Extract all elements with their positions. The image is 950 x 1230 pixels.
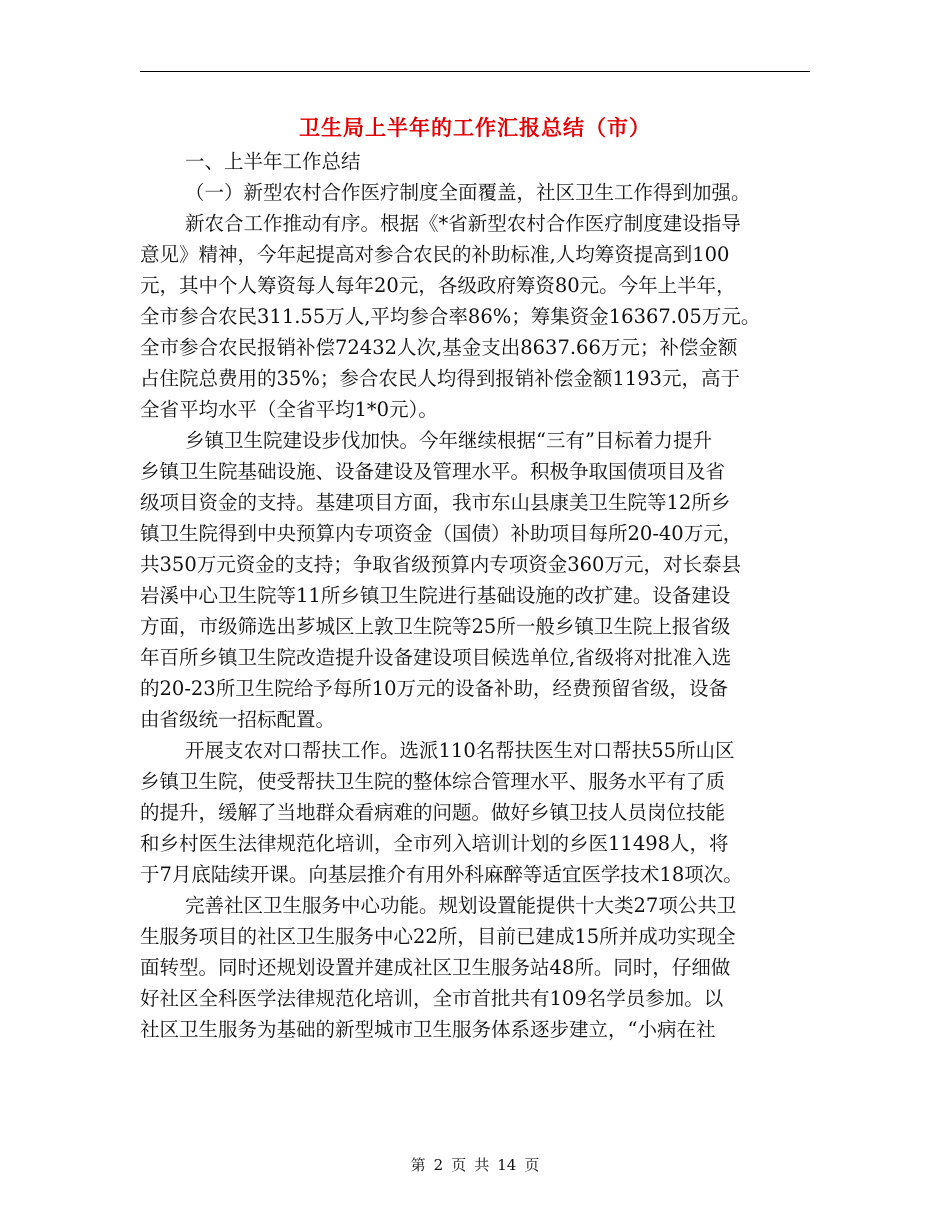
page-footer [0,1154,950,1175]
body-line: 年百所乡镇卫生院改造提升设备建设项目候选单位,省级将对批准入选 [140,646,732,669]
body-line: 级项目资金的支持。基建项目方面，我市东山县康美卫生院等12所乡 [140,491,731,514]
document-body [140,146,812,1045]
body-line: 和乡村医生法律规范化培训，全市列入培训计划的乡医11498人，将 [140,832,729,855]
body-line: 全省平均水平（全省平均1*0元）。 [140,398,438,421]
body-line: 一、上半年工作总结 [185,150,361,173]
body-line: 的提升，缓解了当地群众看病难的问题。做好乡镇卫技人员岗位技能 [140,801,726,824]
body-line: 的20-23所卫生院给予每所10万元的设备补助，经费预留省级，设备 [140,677,729,700]
body-line: 于7月底陆续开课。向基层推介有用外科麻醉等适宜医学技术18项次。 [140,863,743,886]
body-line: 新农合工作推动有序。根据《*省新型农村合作医疗制度建设指导 [185,212,741,235]
body-line: 全市参合农民报销补偿72432人次,基金支出8637.66万元；补偿金额 [140,336,738,359]
body-line: （一）新型农村合作医疗制度全面覆盖，社区卫生工作得到加强。 [185,181,751,204]
page-label-mid: 页 [451,1156,467,1174]
body-line: 好社区全科医学法律规范化培训，全市首批共有109名学员参加。以 [140,987,724,1010]
page-total: 14 [497,1156,517,1174]
body-line: 乡镇卫生院建设步伐加快。今年继续根据“三有”目标着力提升 [185,429,712,452]
body-line: 生服务项目的社区卫生服务中心22所，目前已建成15所并成功实现全 [140,925,736,948]
body-line: 乡镇卫生院，使受帮扶卫生院的整体综合管理水平、服务水平有了质 [140,770,726,793]
document-title: 卫生局上半年的工作汇报总结（市） [299,115,651,140]
body-line: 开展支农对口帮扶工作。选派110名帮扶医生对口帮扶55所山区 [185,739,735,762]
body-line: 岩溪中心卫生院等11所乡镇卫生院进行基础设施的改扩建。设备建设 [140,584,731,607]
body-line: 元，其中个人筹资每人每年20元，各级政府筹资80元。今年上半年， [140,274,736,297]
body-line: 占住院总费用的35%；参合农民人均得到报销补偿金额1193元，高于 [140,367,740,390]
body-line: 社区卫生服务为基础的新型城市卫生服务体系逐步建立，“小病在社 [140,1018,716,1041]
body-line: 共350万元资金的支持；争取省级预算内专项资金360万元，对长泰县 [140,553,741,576]
body-line: 面转型。同时还规划设置并建成社区卫生服务站48所。同时，仔细做 [140,956,731,979]
body-line: 全市参合农民311.55万人,平均参合率86%；筹集资金16367.05万元。 [140,305,761,328]
page-total-suffix: 页 [524,1156,540,1174]
body-line: 完善社区卫生服务中心功能。规划设置能提供十大类27项公共卫 [185,894,737,917]
body-line: 意见》精神，今年起提高对参合农民的补助标准,人均筹资提高到100 [140,243,730,266]
body-line: 由省级统一招标配置。 [140,708,336,731]
page-label-prefix: 第 [410,1156,426,1174]
header-rule [140,71,810,72]
body-line: 乡镇卫生院基础设施、设备建设及管理水平。积极争取国债项目及省 [140,460,726,483]
body-line: 方面，市级筛选出芗城区上敦卫生院等25所一般乡镇卫生院上报省级 [140,615,731,638]
body-line: 镇卫生院得到中央预算内专项资金（国债）补助项目每所20-40万元， [140,522,743,545]
page-current: 2 [433,1156,444,1174]
page-total-prefix: 共 [474,1156,490,1174]
